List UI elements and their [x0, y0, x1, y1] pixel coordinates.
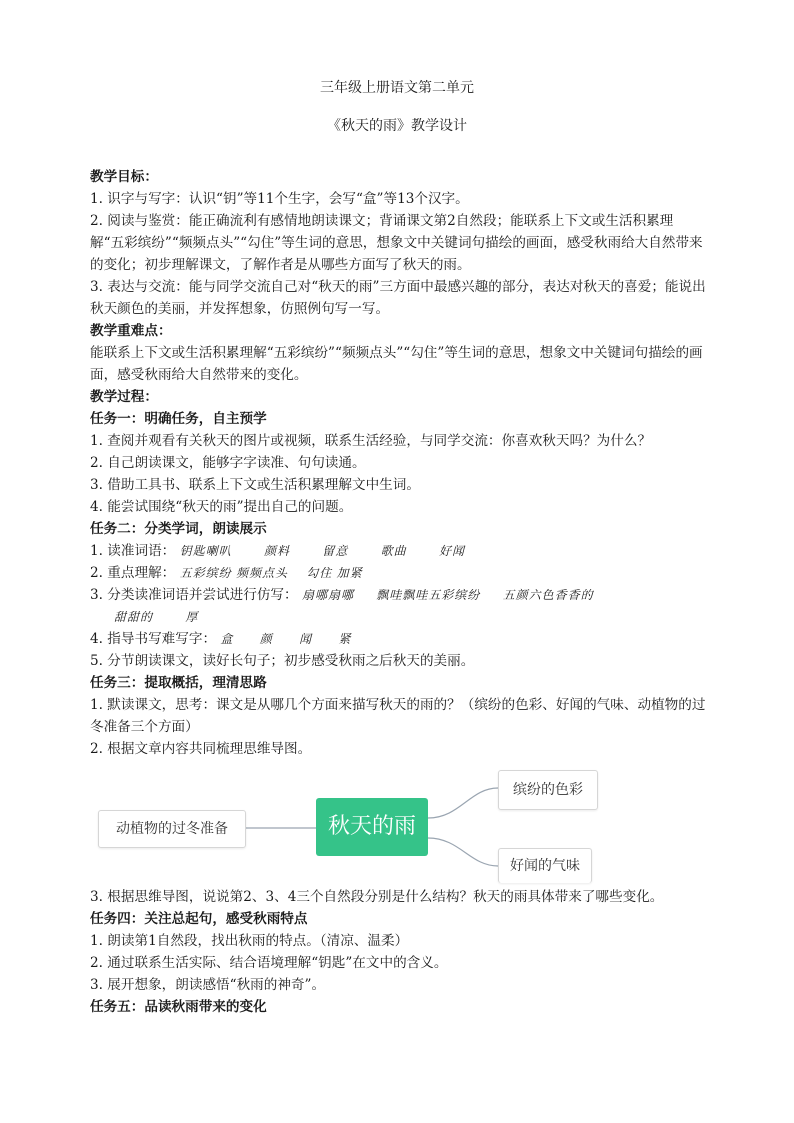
handwritten-word: 勾住	[306, 566, 333, 580]
handwritten-word: 频频点头	[235, 566, 288, 580]
task2-item-4-label: 4. 指导书写难写字：	[90, 631, 217, 647]
handwritten-word: 歌曲	[380, 544, 407, 558]
handwritten-word: 留意	[322, 544, 349, 558]
task2-item-5: 5. 分节朗读课文，读好长句子；初步感受秋雨之后秋天的美丽。	[90, 653, 475, 669]
handwritten-word: 五彩缤纷	[179, 566, 232, 580]
keypoints-heading: 教学重难点：	[90, 323, 172, 339]
document-body	[90, 166, 706, 1018]
task3-item: 2. 根据文章内容共同梳理思维导图。	[90, 741, 312, 757]
handwritten-word: 五颜六色香香的	[502, 588, 594, 602]
handwritten-word: 好闻	[438, 544, 465, 558]
task2-item-3	[90, 584, 706, 606]
objective-item: 1. 识字与写字：认识“钥”等11个生字，会写“盒”等13个汉字。	[90, 191, 469, 207]
task3-item: 3. 根据思维导图，说说第2、3、4三个自然段分别是什么结构？秋天的雨具体带来了哪些变化。	[90, 889, 664, 905]
mind-map-center-node: 秋天的雨	[316, 798, 428, 856]
task2-heading: 任务二：分类学词，朗读展示	[90, 521, 267, 537]
mind-map-node-right-top: 缤纷的色彩	[498, 770, 598, 810]
task2-item-4	[90, 628, 706, 650]
task2-item-1	[90, 540, 706, 562]
task3-item: 1. 默读课文，思考：课文是从哪几个方面来描写秋天的雨的？（缤纷的色彩、好闻的气味、动植物的过冬准备三个方面）	[90, 697, 706, 735]
task1-item: 2. 自己朗读课文，能够字字读准、句句读通。	[90, 455, 366, 471]
handwritten-word: 紧	[338, 632, 352, 646]
handwritten-word: 闻	[299, 632, 313, 646]
mind-map	[90, 766, 706, 882]
handwritten-word: 厚	[185, 610, 199, 624]
handwritten-word: 扇哪扇哪	[301, 588, 354, 602]
objective-item: 2. 阅读与鉴赏：能正确流利有感情地朗读课文；背诵课文第2自然段；能联系上下文或生活积累理解“五彩缤纷”“频频点头”“勾住”等生词的意思，想象文中关键词句描绘的画面，感受秋雨给大自然带来的变化；初步理解课文，了解作者是从哪些方面写了秋天的雨。	[90, 213, 703, 273]
handwritten-word: 颜料	[263, 544, 290, 558]
task3-heading: 任务三：提取概括，理清思路	[90, 675, 267, 691]
handwritten-word: 飘哇飘哇五彩缤纷	[376, 588, 481, 602]
task5-heading: 任务五：品读秋雨带来的变化	[90, 999, 267, 1015]
task2-item-2	[90, 562, 706, 584]
handwritten-word: 盒	[220, 632, 234, 646]
task1-heading: 任务一：明确任务，自主预学	[90, 411, 267, 427]
task2-item-1-label: 1. 读准词语：	[90, 543, 176, 559]
mind-map-node-right-bottom: 好闻的气味	[498, 848, 592, 883]
task2-item-2-label: 2. 重点理解：	[90, 565, 176, 581]
process-heading: 教学过程：	[90, 389, 158, 405]
objective-item: 3. 表达与交流：能与同学交流自己对“秋天的雨”三方面中最感兴趣的部分，表达对秋天的喜爱；能说出秋天颜色的美丽，并发挥想象，仿照例句写一写。	[90, 279, 706, 317]
handwritten-word: 甜甜的	[114, 610, 154, 624]
task4-item: 1. 朗读第1自然段，找出秋雨的特点。（清凉、温柔）	[90, 933, 409, 949]
mind-map-node-left: 动植物的过冬准备	[98, 810, 246, 848]
handwritten-word: 钥匙喇叭	[179, 544, 232, 558]
task1-item: 4. 能尝试围绕“秋天的雨”提出自己的问题。	[90, 499, 353, 515]
task2-item-3-label: 3. 分类读准词语并尝试进行仿写：	[90, 587, 298, 603]
task2-item-3-cont	[90, 606, 706, 628]
objectives-heading: 教学目标：	[90, 169, 158, 185]
task4-item: 3. 展开想象，朗读感悟“秋雨的神奇”。	[90, 977, 326, 993]
keypoints-text: 能联系上下文或生活积累理解“五彩缤纷”“频频点头”“勾住”等生词的意思，想象文中关键词句描绘的画面，感受秋雨给大自然带来的变化。	[90, 345, 703, 383]
task4-item: 2. 通过联系生活实际、结合语境理解“钥匙”在文中的含义。	[90, 955, 448, 971]
task1-item: 3. 借助工具书、联系上下文或生活积累理解文中生词。	[90, 477, 420, 493]
handwritten-word: 颜	[259, 632, 273, 646]
unit-title: 三年级上册语文第二单元	[320, 80, 474, 96]
task4-heading: 任务四：关注总起句，感受秋雨特点	[90, 911, 308, 927]
lesson-title: 《秋天的雨》教学设计	[327, 118, 467, 134]
handwritten-word: 加紧	[336, 566, 363, 580]
task1-item: 1. 查阅并观看有关秋天的图片或视频，联系生活经验，与同学交流：你喜欢秋天吗？为什么？	[90, 433, 652, 449]
